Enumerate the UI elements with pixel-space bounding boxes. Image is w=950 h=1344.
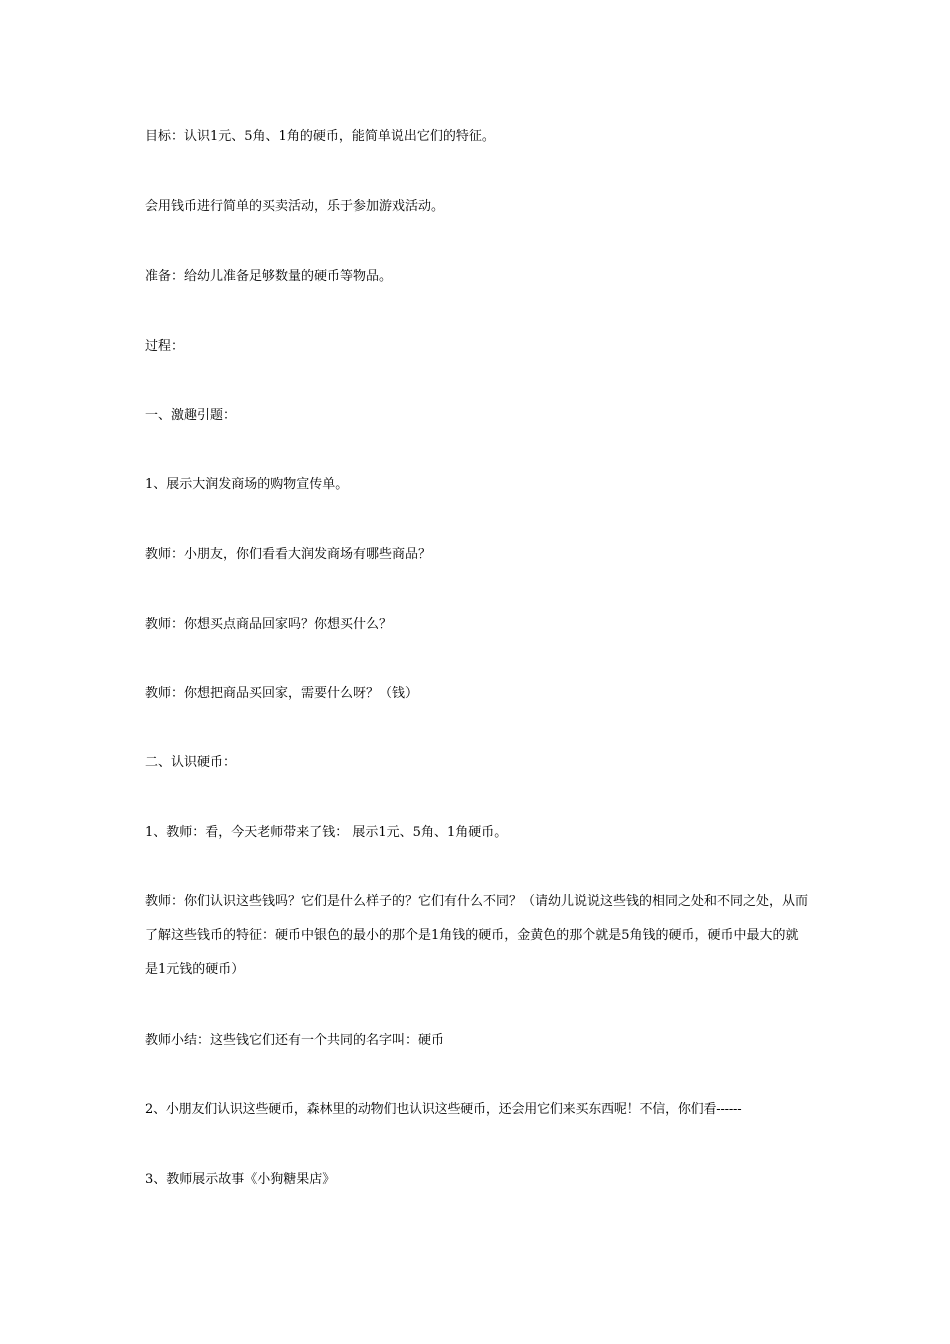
heading-section-2: 二、认识硬币： (145, 755, 237, 770)
paragraph-teacher-2: 教师：你想买点商品回家吗？你想买什么？ (145, 617, 393, 632)
paragraph-teacher-3: 教师：你想把商品买回家，需要什么呀？（钱） (145, 686, 419, 701)
paragraph-teacher-summary: 教师小结：这些钱它们还有一个共同的名字叫：硬币 (145, 1033, 445, 1048)
paragraph-goal: 目标：认识1元、5角、1角的硬币，能简单说出它们的特征。 (145, 129, 495, 144)
paragraph-step-2-1: 1、教师：看，今天老师带来了钱： 展示1元、5角、1角硬币。 (145, 825, 508, 840)
paragraph-teacher-question: 教师：你们认识这些钱吗？它们是什么样子的？它们有什么不同？（请幼儿说说这些钱的相同之处和不同之处，从而了解这些钱币的特征：硬币中银色的最小的那个是1角钱的硬币，金黄色的那个就是5角钱的硬币，硬币中最大的就是1元钱的硬币） (145, 894, 809, 977)
paragraph-step-1-1: 1、展示大润发商场的购物宣传单。 (145, 477, 349, 492)
heading-section-1: 一、激趣引题： (145, 408, 237, 423)
paragraph-step-2-3: 3、教师展示故事《小狗糖果店》 (145, 1172, 336, 1187)
paragraph-step-2-2: 2、小朋友们认识这些硬币，森林里的动物们也认识这些硬币，还会用它们来买东西呢！不信，你们看------ (145, 1102, 742, 1117)
paragraph-goal-2: 会用钱币进行简单的买卖活动，乐于参加游戏活动。 (145, 199, 445, 214)
paragraph-process: 过程： (145, 339, 185, 354)
paragraph-teacher-1: 教师：小朋友，你们看看大润发商场有哪些商品？ (145, 547, 432, 562)
paragraph-preparation: 准备：给幼儿准备足够数量的硬币等物品。 (145, 269, 393, 284)
